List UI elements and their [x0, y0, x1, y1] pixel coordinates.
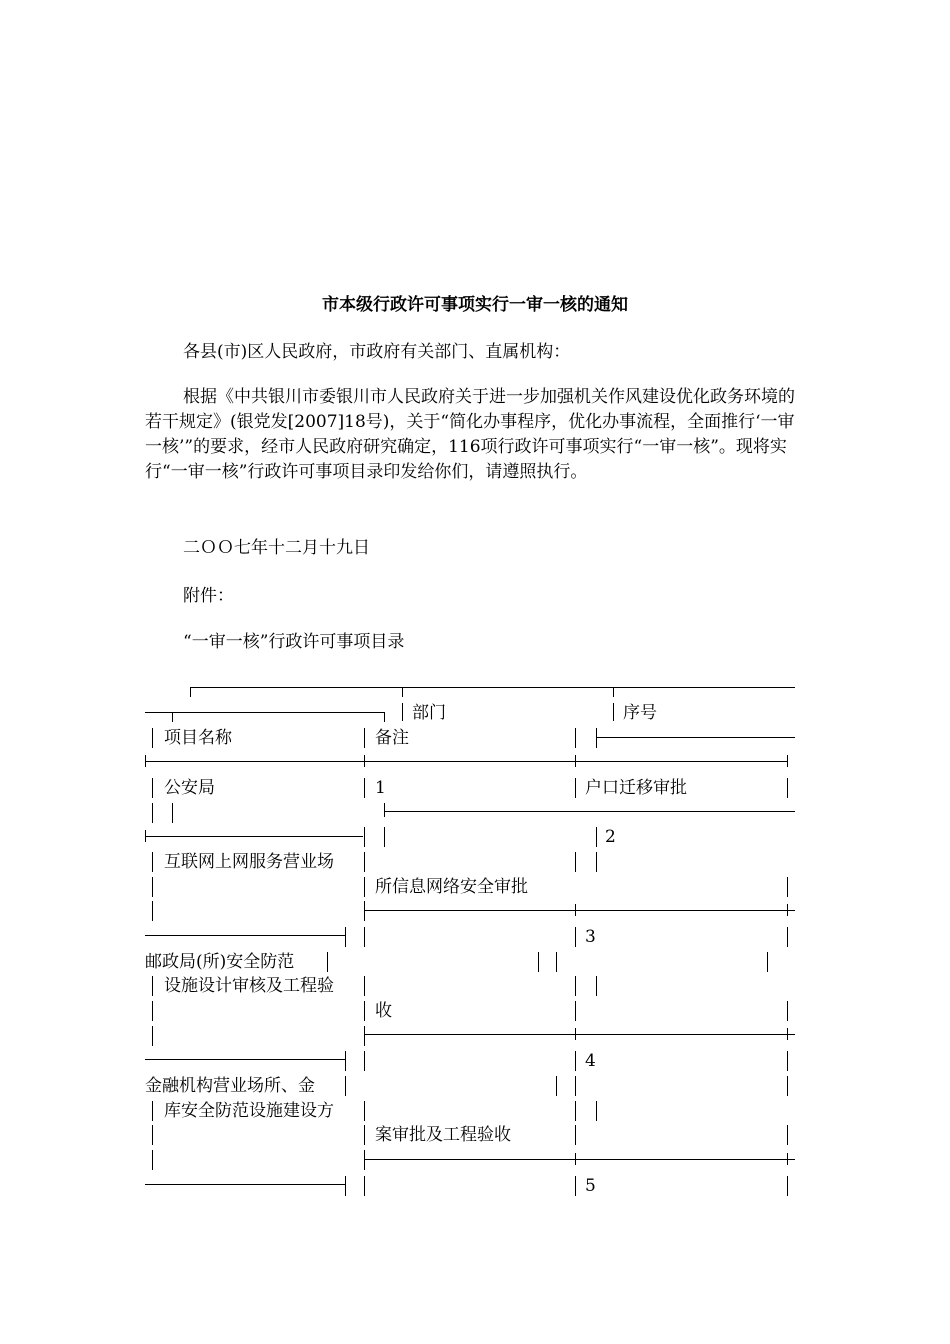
table-rule [787, 1028, 788, 1040]
table-rule [152, 976, 153, 996]
table-rule [145, 836, 363, 837]
table-rule [345, 1176, 346, 1196]
table-rule [575, 852, 576, 872]
table-rule [575, 1176, 576, 1196]
table-rule [152, 1101, 153, 1121]
table-rule [575, 728, 576, 748]
table-rule [364, 1159, 795, 1160]
table-rule [364, 976, 365, 996]
header-serial: 序号 [623, 703, 657, 723]
table-rule [152, 852, 153, 872]
table-rule [384, 803, 385, 817]
table-rule [787, 877, 788, 897]
table-rule [575, 976, 576, 996]
table-rule [364, 910, 795, 911]
table-rule [787, 904, 788, 916]
table-rule [152, 901, 153, 921]
header-item-name: 项目名称 [164, 728, 232, 748]
table-rule [172, 712, 173, 722]
body-paragraph: 根据《中共银川市委银川市人民政府关于进一步加强机关作风建设优化政务环境的若干规定》(银党发[2007]18号)，关于“简化办事程序，优化办事流程，全面推行‘一审一核’”的要求，经市人民政府研究确定，116项行政许可事项实行“一审一核”。现将实行“一审一核”行政许可事项目录印发给你们，请遵照执行。 [145, 387, 795, 482]
attachment-label: 附件： [183, 586, 234, 606]
table-rule [575, 1076, 576, 1096]
table-rule [575, 904, 576, 916]
table-rule [596, 976, 597, 996]
table-rule [172, 803, 173, 823]
row-4-item-part3: 案审批及工程验收 [375, 1125, 511, 1145]
table-rule [364, 827, 365, 847]
table-rule [384, 827, 385, 847]
table-rule [538, 952, 539, 972]
table-rule [364, 1150, 365, 1170]
table-rule [145, 761, 787, 762]
row-3-serial: 3 [585, 927, 596, 947]
table-rule [787, 1176, 788, 1196]
table-rule [575, 1153, 576, 1165]
row-1-serial: 1 [375, 778, 386, 798]
row-1-department: 公安局 [164, 778, 215, 798]
table-rule [190, 687, 191, 697]
table-rule [364, 778, 365, 798]
table-rule [556, 1076, 557, 1096]
table-rule [145, 1059, 346, 1060]
table-rule [152, 803, 153, 823]
document-title: 市本级行政许可事项实行一审一核的通知 [322, 295, 628, 315]
row-2-item-part1: 互联网上网服务营业场 [164, 852, 334, 872]
row-3-item-part1: 邮政局(所)安全防范 [145, 952, 295, 972]
table-rule [575, 1125, 576, 1145]
table-rule [787, 1001, 788, 1021]
table-rule [787, 1076, 788, 1096]
table-rule [345, 1076, 346, 1096]
table-rule [384, 712, 385, 722]
table-rule [364, 1026, 365, 1046]
table-rule [575, 1051, 576, 1071]
table-rule [145, 935, 346, 936]
table-rule [787, 1125, 788, 1145]
table-rule [384, 811, 795, 812]
table-rule [402, 687, 403, 697]
row-4-item-part1: 金融机构营业场所、金 [145, 1076, 315, 1096]
table-rule [364, 877, 365, 897]
catalog-title: “一审一核”行政许可事项目录 [183, 632, 405, 652]
table-rule [596, 1101, 597, 1121]
table-rule [190, 687, 795, 688]
table-rule [596, 728, 597, 748]
table-rule [575, 1028, 576, 1040]
table-rule [787, 1051, 788, 1071]
row-3-item-part3: 收 [375, 1001, 392, 1021]
table-rule [364, 1176, 365, 1196]
row-4-serial: 4 [585, 1051, 596, 1071]
table-rule [364, 728, 365, 748]
table-rule [613, 687, 614, 697]
issue-date: 二ＯＯ七年十二月十九日 [183, 538, 370, 558]
table-rule [364, 1034, 795, 1035]
row-5-serial: 5 [585, 1176, 596, 1196]
table-rule [345, 1051, 346, 1071]
table-rule [787, 927, 788, 947]
table-rule [152, 1125, 153, 1145]
table-rule [145, 755, 146, 767]
row-2-item-part2: 所信息网络安全审批 [375, 877, 528, 897]
table-rule [327, 952, 328, 972]
table-rule [787, 778, 788, 798]
table-rule [767, 952, 768, 972]
table-rule [787, 755, 788, 767]
table-rule [596, 737, 795, 738]
table-rule [345, 927, 346, 947]
table-rule [556, 952, 557, 972]
table-rule [575, 927, 576, 947]
table-rule [575, 1001, 576, 1021]
table-rule [575, 1101, 576, 1121]
table-rule [145, 712, 385, 713]
row-3-item-part2: 设施设计审核及工程验 [164, 976, 334, 996]
header-remark: 备注 [375, 728, 409, 748]
table-rule [364, 852, 365, 872]
table-rule [364, 1101, 365, 1121]
table-rule [152, 1150, 153, 1170]
table-rule [364, 901, 365, 921]
table-rule [152, 1001, 153, 1021]
table-rule [152, 728, 153, 748]
table-rule [596, 827, 597, 847]
row-4-item-part2: 库安全防范设施建设方 [164, 1101, 334, 1121]
table-rule [364, 755, 365, 767]
table-rule [364, 1001, 365, 1021]
table-rule [364, 1051, 365, 1071]
table-rule [596, 852, 597, 872]
table-rule [145, 830, 146, 842]
table-rule [402, 703, 403, 721]
table-rule [152, 877, 153, 897]
table-rule [613, 703, 614, 721]
table-rule [145, 1184, 346, 1185]
row-1-item: 户口迁移审批 [585, 778, 687, 798]
table-rule [575, 755, 576, 767]
table-rule [152, 778, 153, 798]
table-rule [364, 1125, 365, 1145]
salutation: 各县(市)区人民政府，市政府有关部门、直属机构： [183, 342, 571, 362]
table-rule [152, 1026, 153, 1046]
table-rule [787, 1153, 788, 1165]
table-rule [364, 927, 365, 947]
row-2-serial: 2 [605, 827, 616, 847]
header-department: 部门 [412, 703, 446, 723]
table-rule [575, 778, 576, 798]
